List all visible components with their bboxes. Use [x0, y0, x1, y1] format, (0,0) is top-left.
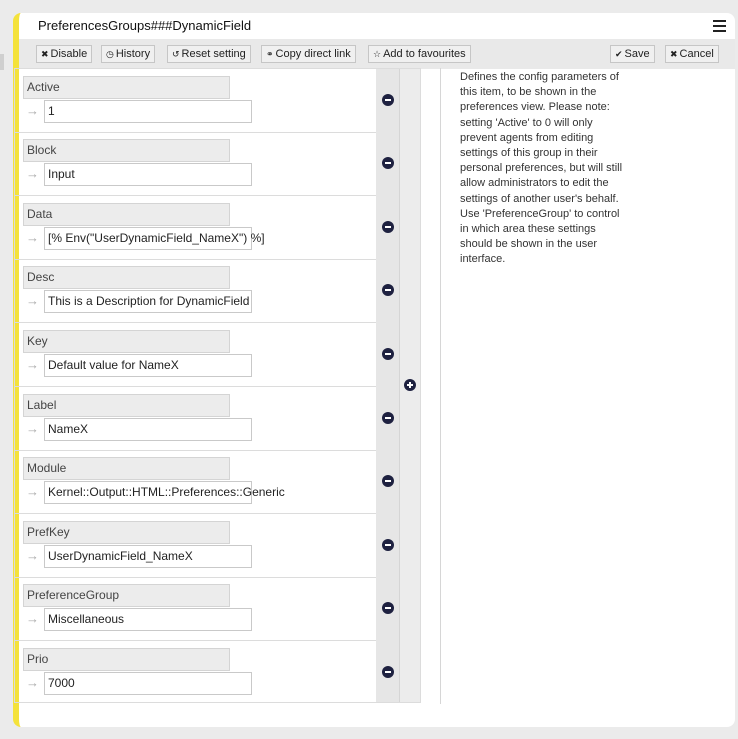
- card-header: [19, 13, 735, 39]
- add-entry-icon[interactable]: [404, 379, 416, 391]
- close-icon: ✖: [41, 49, 49, 59]
- hash-entry: [15, 577, 376, 641]
- hash-entry: [15, 69, 376, 133]
- copy-link-button[interactable]: ⚭ Copy direct link: [261, 45, 356, 63]
- disable-button[interactable]: ✖ Disable: [36, 45, 92, 63]
- remove-entry-icon[interactable]: [382, 157, 394, 169]
- setting-title: PreferencesGroups###DynamicField: [38, 18, 252, 33]
- remove-entry-icon[interactable]: [382, 666, 394, 678]
- hash-entry: [15, 514, 376, 578]
- entry-key: Prio: [23, 648, 230, 671]
- remove-entry-icon[interactable]: [382, 475, 394, 487]
- entry-value-input[interactable]: Miscellaneous: [44, 608, 252, 631]
- toolbar: [19, 39, 735, 69]
- entry-key: PrefKey: [23, 521, 230, 544]
- arrow-icon: →: [26, 611, 39, 626]
- undo-icon: ↺: [172, 49, 180, 59]
- remove-entry-icon[interactable]: [382, 221, 394, 233]
- remove-entry-icon[interactable]: [382, 284, 394, 296]
- entry-value-input[interactable]: Kernel::Output::HTML::Preferences::Generic: [44, 481, 252, 504]
- entry-value-input[interactable]: NameX: [44, 418, 252, 441]
- history-button[interactable]: ◷ History: [101, 45, 155, 63]
- side-tab: [0, 54, 4, 70]
- add-column: [399, 69, 420, 702]
- hash-entry: [15, 641, 376, 705]
- arrow-icon: →: [26, 357, 39, 372]
- menu-icon[interactable]: [713, 20, 726, 32]
- remove-entry-icon[interactable]: [382, 539, 394, 551]
- star-icon: ☆: [373, 49, 382, 59]
- arrow-icon: →: [26, 166, 39, 181]
- remove-entry-icon[interactable]: [382, 412, 394, 424]
- remove-column: [376, 69, 399, 702]
- remove-entry-icon[interactable]: [382, 348, 394, 360]
- hash-entry: [15, 387, 376, 451]
- entry-key: Active: [23, 76, 230, 99]
- save-button[interactable]: ✔ Save: [610, 45, 655, 63]
- arrow-icon: →: [26, 103, 39, 118]
- arrow-icon: →: [26, 421, 39, 436]
- entry-value-input[interactable]: Input: [44, 163, 252, 186]
- hash-entry: [15, 196, 376, 260]
- close-icon: ✖: [670, 49, 678, 59]
- hash-entry: [15, 323, 376, 387]
- hash-editor: [14, 68, 421, 703]
- check-icon: ✔: [615, 49, 623, 59]
- entry-key: Data: [23, 203, 230, 226]
- clock-icon: ◷: [106, 49, 114, 59]
- entry-key: Module: [23, 457, 230, 480]
- entry-key: Desc: [23, 266, 230, 289]
- remove-entry-icon[interactable]: [382, 602, 394, 614]
- link-icon: ⚭: [266, 49, 274, 59]
- arrow-icon: →: [26, 484, 39, 499]
- reset-setting-button[interactable]: ↺ Reset setting: [167, 45, 251, 63]
- setting-description: Defines the config parameters of this item, to be shown in the preferences view. Please note: setting 'Active' to 0 will only prevent agents from editing settings of this group in their personal preferences, but will still allow administrators to edit the settings of another user's behalf. Use 'PreferenceGroup' to control in which area these settings should be shown in the user interface.: [460, 71, 623, 266]
- entry-value-input[interactable]: This is a Description for DynamicField: [44, 290, 252, 313]
- entry-key: Label: [23, 394, 230, 417]
- entry-key: PreferenceGroup: [23, 584, 230, 607]
- divider: [440, 68, 441, 704]
- entry-key: Key: [23, 330, 230, 353]
- entry-value-input[interactable]: 1: [44, 100, 252, 123]
- arrow-icon: →: [26, 548, 39, 563]
- hash-entry: [15, 450, 376, 514]
- entry-value-input[interactable]: [% Env("UserDynamicField_NameX") %]: [44, 227, 252, 250]
- entry-value-input[interactable]: UserDynamicField_NameX: [44, 545, 252, 568]
- hash-entry: [15, 259, 376, 323]
- hash-entry: [15, 132, 376, 196]
- cancel-button[interactable]: ✖ Cancel: [665, 45, 719, 63]
- entry-key: Block: [23, 139, 230, 162]
- arrow-icon: →: [26, 293, 39, 308]
- arrow-icon: →: [26, 230, 39, 245]
- remove-entry-icon[interactable]: [382, 94, 394, 106]
- add-favourites-button[interactable]: ☆ Add to favourites: [368, 45, 471, 63]
- entry-value-input[interactable]: 7000: [44, 672, 252, 695]
- arrow-icon: →: [26, 675, 39, 690]
- entry-value-input[interactable]: Default value for NameX: [44, 354, 252, 377]
